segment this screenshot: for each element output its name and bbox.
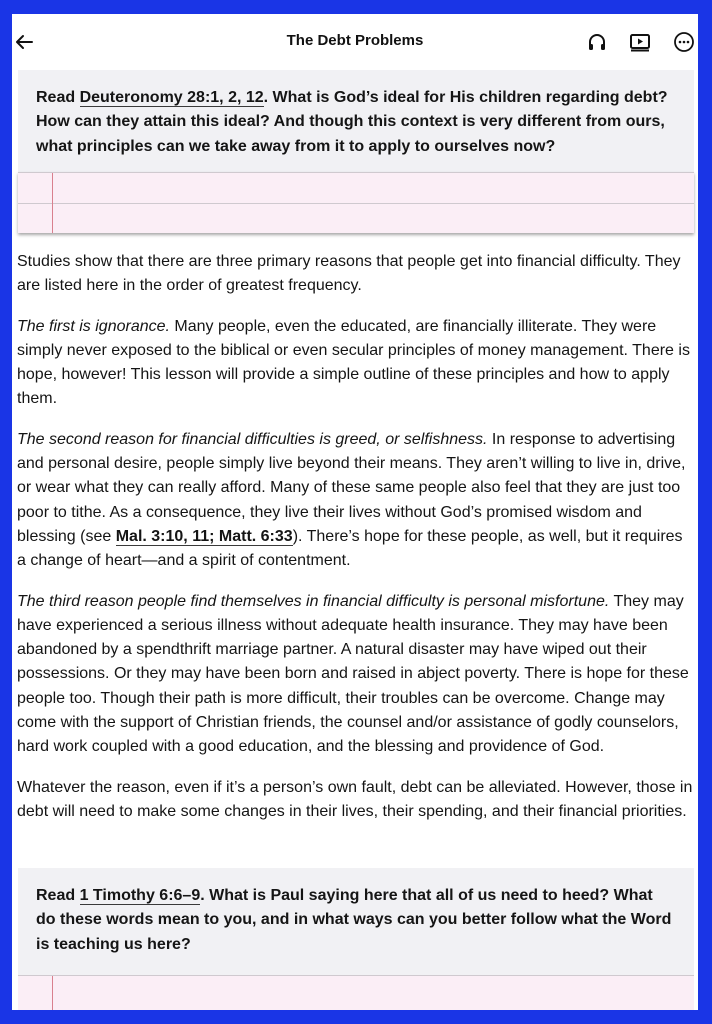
scripture-link-timothy[interactable]: 1 Timothy 6:6–9 bbox=[79, 887, 201, 904]
paragraph-4 bbox=[17, 590, 695, 760]
scripture-link-malachi-matthew[interactable]: Mal. 3:10, 11; Matt. 6:33 bbox=[115, 527, 293, 545]
question-box-1 bbox=[18, 70, 694, 173]
paragraph-2 bbox=[17, 315, 695, 412]
page-title: The Debt Problems bbox=[286, 32, 424, 49]
headphones-icon[interactable] bbox=[585, 30, 609, 54]
question-1-prefix: Read bbox=[36, 89, 80, 106]
question-2-text: . What is Paul saying here that all of us need to heed? What do these words mean to you, and in what ways can you better follow what the Word is teaching us here? bbox=[36, 887, 672, 953]
paragraph-2-lead: The first is ignorance. bbox=[17, 317, 170, 335]
answer-field-2[interactable] bbox=[18, 975, 694, 1010]
question-box-2 bbox=[18, 868, 694, 976]
paragraph-4-text: They may have experienced a serious illness without adequate health insurance. They may have been abandoned by a spendthrift marriage partner. A natural disaster may have wiped out their possessions. Or they may have been born and raised in abject poverty. There is hope for these people too. Though their path is more difficult, their troubles can be overcome. Change may come with the support of Christian friends, the counsel and/or assistance of godly counselors, hard work coupled with a good education, and the blessing and providence of God. bbox=[17, 592, 689, 756]
paragraph-5: Whatever the reason, even if it’s a person’s own fault, debt can be alleviated. However, those in debt will need to make some changes in their lives, their spending, and their financial priorities. bbox=[17, 778, 693, 820]
more-options-icon[interactable] bbox=[672, 30, 696, 54]
answer-ruled-line bbox=[18, 203, 694, 204]
question-2-prefix: Read bbox=[36, 887, 80, 904]
top-bar bbox=[12, 14, 698, 70]
question-1-text: . What is God’s ideal for His children regarding debt? How can they attain this ideal? And though this context is very different from ours, what principles can we take away from it to apply to ourselves now? bbox=[36, 89, 668, 155]
scripture-link-deuteronomy[interactable]: Deuteronomy 28:1, 2, 12 bbox=[79, 89, 264, 106]
paragraph-3-text-a: In response to advertising and personal desire, people simply live beyond their means. They aren’t willing to live in, drive, or wear what they can really afford. Many of these same people also feel that they are just too poor to tithe. As a consequence, they live their lives without God’s promised wisdom and blessing (see bbox=[17, 430, 686, 545]
app-frame bbox=[12, 14, 698, 1010]
paragraph-3-lead: The second reason for financial difficulties is greed, or selfishness. bbox=[17, 430, 488, 448]
paragraph-3-text-b: ). There’s hope for these people, as well, but it requires a change of heart—and a spirit of contentment. bbox=[17, 527, 683, 570]
paragraph-3 bbox=[17, 428, 695, 574]
paragraph-4-lead: The third reason people find themselves in financial difficulty is personal misfortune. bbox=[17, 592, 610, 610]
lesson-body bbox=[17, 250, 695, 840]
answer-field-1[interactable] bbox=[18, 172, 694, 233]
answer-margin-line bbox=[52, 173, 53, 233]
answer-margin-line bbox=[52, 976, 53, 1010]
video-player-icon[interactable] bbox=[628, 30, 652, 54]
paragraph-2-text: Many people, even the educated, are financially illiterate. They were simply never exposed to the biblical or even secular principles of money management. There is hope, however! This lesson will provide a simple outline of these principles and how to apply them. bbox=[17, 317, 690, 408]
paragraph-1: Studies show that there are three primary reasons that people get into financial difficulty. They are listed here in the order of greatest frequency. bbox=[17, 253, 681, 295]
